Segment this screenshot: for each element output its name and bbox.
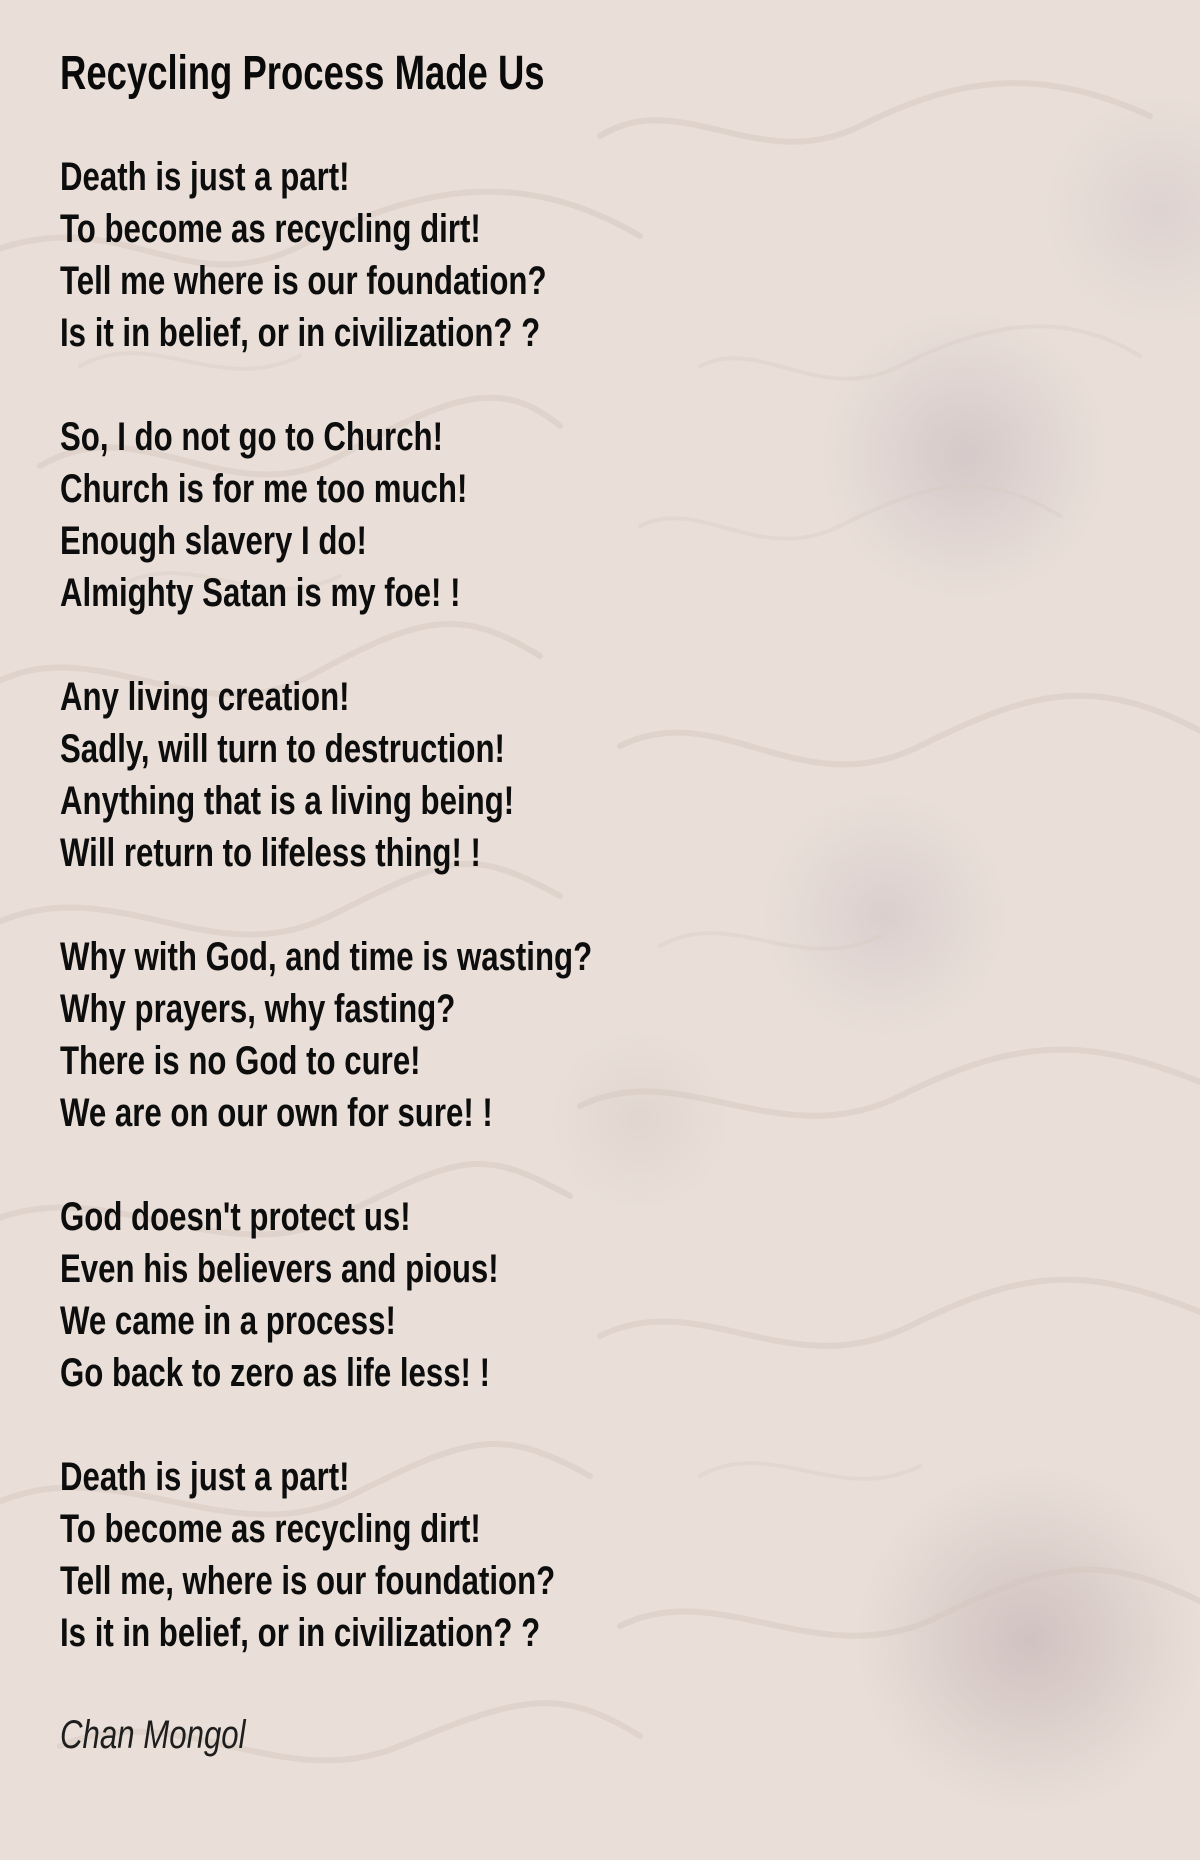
poem-line: Tell me where is our foundation?	[60, 259, 547, 303]
poem-line: Is it in belief, or in civilization? ?	[60, 1611, 541, 1655]
poem-line: Why with God, and time is wasting?	[60, 935, 593, 979]
poem-line: We came in a process!	[60, 1299, 396, 1343]
poem-line: To become as recycling dirt!	[60, 1507, 481, 1551]
poem-line: Why prayers, why fasting?	[60, 987, 456, 1031]
poem-line: Anything that is a living being!	[60, 779, 515, 823]
poem-line: Even his believers and pious!	[60, 1247, 499, 1291]
poem-line: Any living creation!	[60, 675, 350, 719]
poem-line: Death is just a part!	[60, 155, 350, 199]
stanza-6	[60, 1451, 1200, 1659]
poem-line: Will return to lifeless thing! !	[60, 831, 481, 875]
poem-line: God doesn't protect us!	[60, 1195, 411, 1239]
poem-content	[0, 46, 1200, 1761]
poem-line: We are on our own for sure! !	[60, 1091, 493, 1135]
poem-line: There is no God to cure!	[60, 1039, 421, 1083]
stanza-3	[60, 671, 1200, 879]
poem-title: Recycling Process Made Us	[60, 47, 545, 100]
poem-line: Death is just a part!	[60, 1455, 350, 1499]
poem-line: Church is for me too much!	[60, 467, 468, 511]
stanza-4	[60, 931, 1200, 1139]
poem-line: So, I do not go to Church!	[60, 415, 443, 459]
poem-line: Go back to zero as life less! !	[60, 1351, 491, 1395]
poem-line: Sadly, will turn to destruction!	[60, 727, 505, 771]
poem-line: Almighty Satan is my foe! !	[60, 571, 461, 615]
stanza-5	[60, 1191, 1200, 1399]
poem-page	[0, 46, 1200, 1761]
stanza-2	[60, 411, 1200, 619]
poem-line: To become as recycling dirt!	[60, 207, 481, 251]
poem-author: Chan Mongol	[60, 1713, 246, 1757]
poem-line: Is it in belief, or in civilization? ?	[60, 311, 541, 355]
stanza-1	[60, 151, 1200, 359]
poem-line: Tell me, where is our foundation?	[60, 1559, 556, 1603]
poem-line: Enough slavery I do!	[60, 519, 367, 563]
